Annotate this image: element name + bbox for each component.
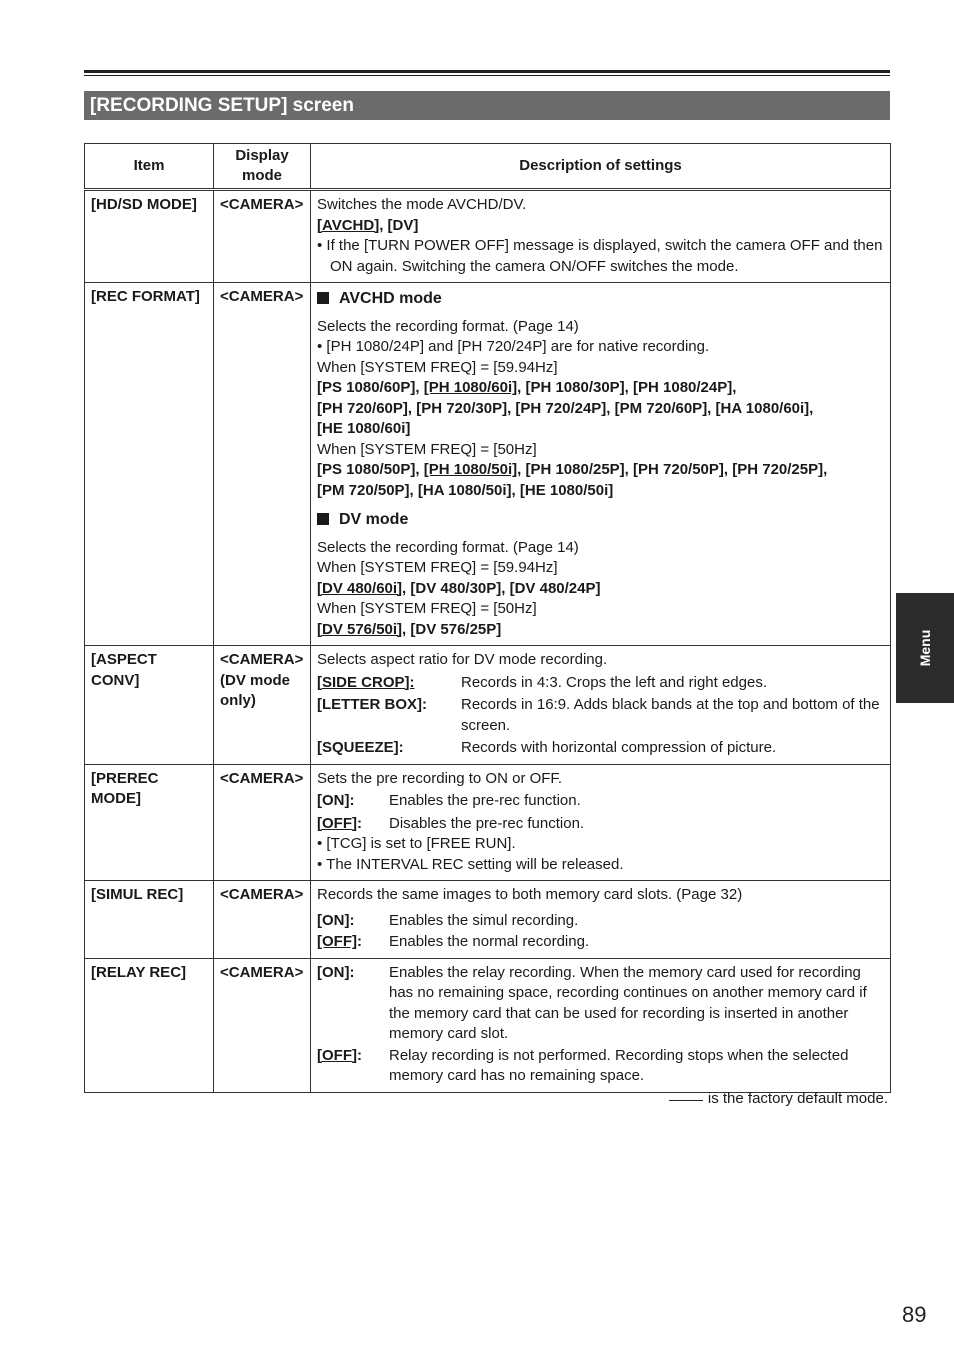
square-bullet-icon: [317, 292, 329, 304]
row-item: [REC FORMAT]: [85, 283, 214, 646]
default-option: [AVCHD]: [317, 216, 380, 234]
bullet-note: • The INTERVAL REC setting will be released.: [317, 855, 624, 873]
option-letter-box: [LETTER BOX]: Records in 16:9. Adds black bands at the top and bottom of the screen.: [317, 696, 880, 734]
option-list: [DV 480/60i], [DV 480/30P], [DV 480/24P]: [317, 579, 601, 597]
option-list: [DV 576/50i], [DV 576/25P]: [317, 620, 502, 638]
option-list: [PS 1080/50P], [PH 1080/50i], [PH 1080/25P], [PH 720/50P], [PH 720/25P],: [317, 461, 828, 478]
option-off: [OFF]: Relay recording is not performed. Recording stops when the selected memory card has no remaining space.: [317, 1046, 849, 1084]
default-option: [DV 576/50i]: [317, 620, 403, 638]
row-item: [HD/SD MODE]: [85, 190, 214, 283]
row-mode: <CAMERA>: [214, 958, 311, 1092]
table-row-hd-sd-mode: [85, 190, 891, 283]
default-option: [PH 1080/60i]: [423, 379, 518, 396]
table-row-rec-format: [85, 283, 891, 646]
row-description: [311, 283, 891, 646]
option-on: [ON]: Enables the relay recording. When the memory card used for recording has no remaining space, recording continues on another memory card if the memory card that can be used for recording is inserted in another memory card slot.: [317, 963, 867, 1042]
settings-table: [84, 143, 891, 1093]
table-row-prerec-mode: [85, 764, 891, 881]
default-option: [PH 1080/50i]: [423, 461, 518, 478]
option-list: [PM 720/50P], [HA 1080/50i], [HE 1080/50i]: [317, 481, 614, 499]
row-item: [RELAY REC]: [85, 958, 214, 1092]
desc-line: Sets the pre recording to ON or OFF.: [317, 769, 563, 787]
desc-line: Selects aspect ratio for DV mode recording.: [317, 651, 608, 668]
header-item: Item: [85, 144, 214, 190]
option-side-crop: [SIDE CROP]: Records in 4:3. Crops the left and right edges.: [317, 673, 768, 691]
option-off: [OFF]: Disables the pre-rec function.: [317, 814, 585, 832]
freq-line: When [SYSTEM FREQ] = [50Hz]: [317, 440, 537, 458]
option-on: [ON]: Enables the pre-rec function.: [317, 792, 581, 809]
option-list: [PH 720/60P], [PH 720/30P], [PH 720/24P], [PM 720/60P], [HA 1080/60i],: [317, 399, 814, 417]
row-mode: <CAMERA>: [214, 190, 311, 283]
bullet-note: • If the [TURN POWER OFF] message is displayed, switch the camera OFF and then ON again. Switching the camera ON/OFF switches the mode.: [317, 237, 883, 275]
row-description: [311, 881, 891, 959]
table-row-relay-rec: [85, 958, 891, 1092]
row-mode: <CAMERA> (DV mode only): [214, 646, 311, 765]
option-list: [317, 216, 884, 237]
option-off: [OFF]: Enables the normal recording.: [317, 933, 590, 950]
desc-line: Selects the recording format. (Page 14): [317, 538, 579, 556]
row-description: [311, 190, 891, 283]
row-description: [311, 764, 891, 881]
row-mode: <CAMERA>: [214, 283, 311, 646]
option-on: [ON]: Enables the simul recording.: [317, 911, 579, 929]
underline-sample: [669, 1100, 703, 1101]
desc-line: Selects the recording format. (Page 14): [317, 317, 579, 335]
top-rule: [84, 70, 890, 73]
row-item: [SIMUL REC]: [85, 881, 214, 959]
bullet-note: • [TCG] is set to [FREE RUN].: [317, 835, 516, 852]
subheading-dv: DV mode: [317, 510, 884, 531]
freq-line: When [SYSTEM FREQ] = [50Hz]: [317, 600, 537, 617]
option-squeeze: [SQUEEZE]: Records with horizontal compression of picture.: [317, 739, 777, 756]
option-list: [HE 1080/60i]: [317, 420, 411, 437]
subheading-avchd: AVCHD mode: [317, 289, 884, 310]
default-option: [DV 480/60i]: [317, 579, 403, 597]
desc-line: Records the same images to both memory card slots. (Page 32): [317, 886, 743, 903]
section-title: [RECORDING SETUP] screen: [84, 91, 890, 120]
row-description: [311, 958, 891, 1092]
header-description: Description of settings: [311, 144, 891, 190]
factory-default-note: is the factory default mode.: [669, 1090, 888, 1107]
page-number: 89: [902, 1302, 927, 1327]
side-tab-menu: [896, 593, 954, 703]
row-mode: <CAMERA>: [214, 764, 311, 881]
option-list: [PS 1080/60P], [PH 1080/60i], [PH 1080/30P], [PH 1080/24P],: [317, 379, 737, 396]
row-description: [311, 646, 891, 765]
table-row-aspect-conv: [85, 646, 891, 765]
desc-line: Switches the mode AVCHD/DV.: [317, 196, 527, 213]
table-row-simul-rec: [85, 881, 891, 959]
freq-line: When [SYSTEM FREQ] = [59.94Hz]: [317, 358, 558, 376]
square-bullet-icon: [317, 513, 329, 525]
row-mode: <CAMERA>: [214, 881, 311, 959]
side-tab-label: Menu: [917, 629, 933, 667]
bullet-note: • [PH 1080/24P] and [PH 720/24P] are for native recording.: [317, 338, 710, 355]
row-item: [PREREC MODE]: [85, 764, 214, 881]
freq-line: When [SYSTEM FREQ] = [59.94Hz]: [317, 559, 558, 576]
row-item: [ASPECT CONV]: [85, 646, 214, 765]
top-rule-thin: [84, 75, 890, 76]
table-header-row: [85, 144, 891, 190]
option-text: , [DV]: [379, 216, 419, 234]
header-display-mode: Display mode: [214, 144, 311, 190]
